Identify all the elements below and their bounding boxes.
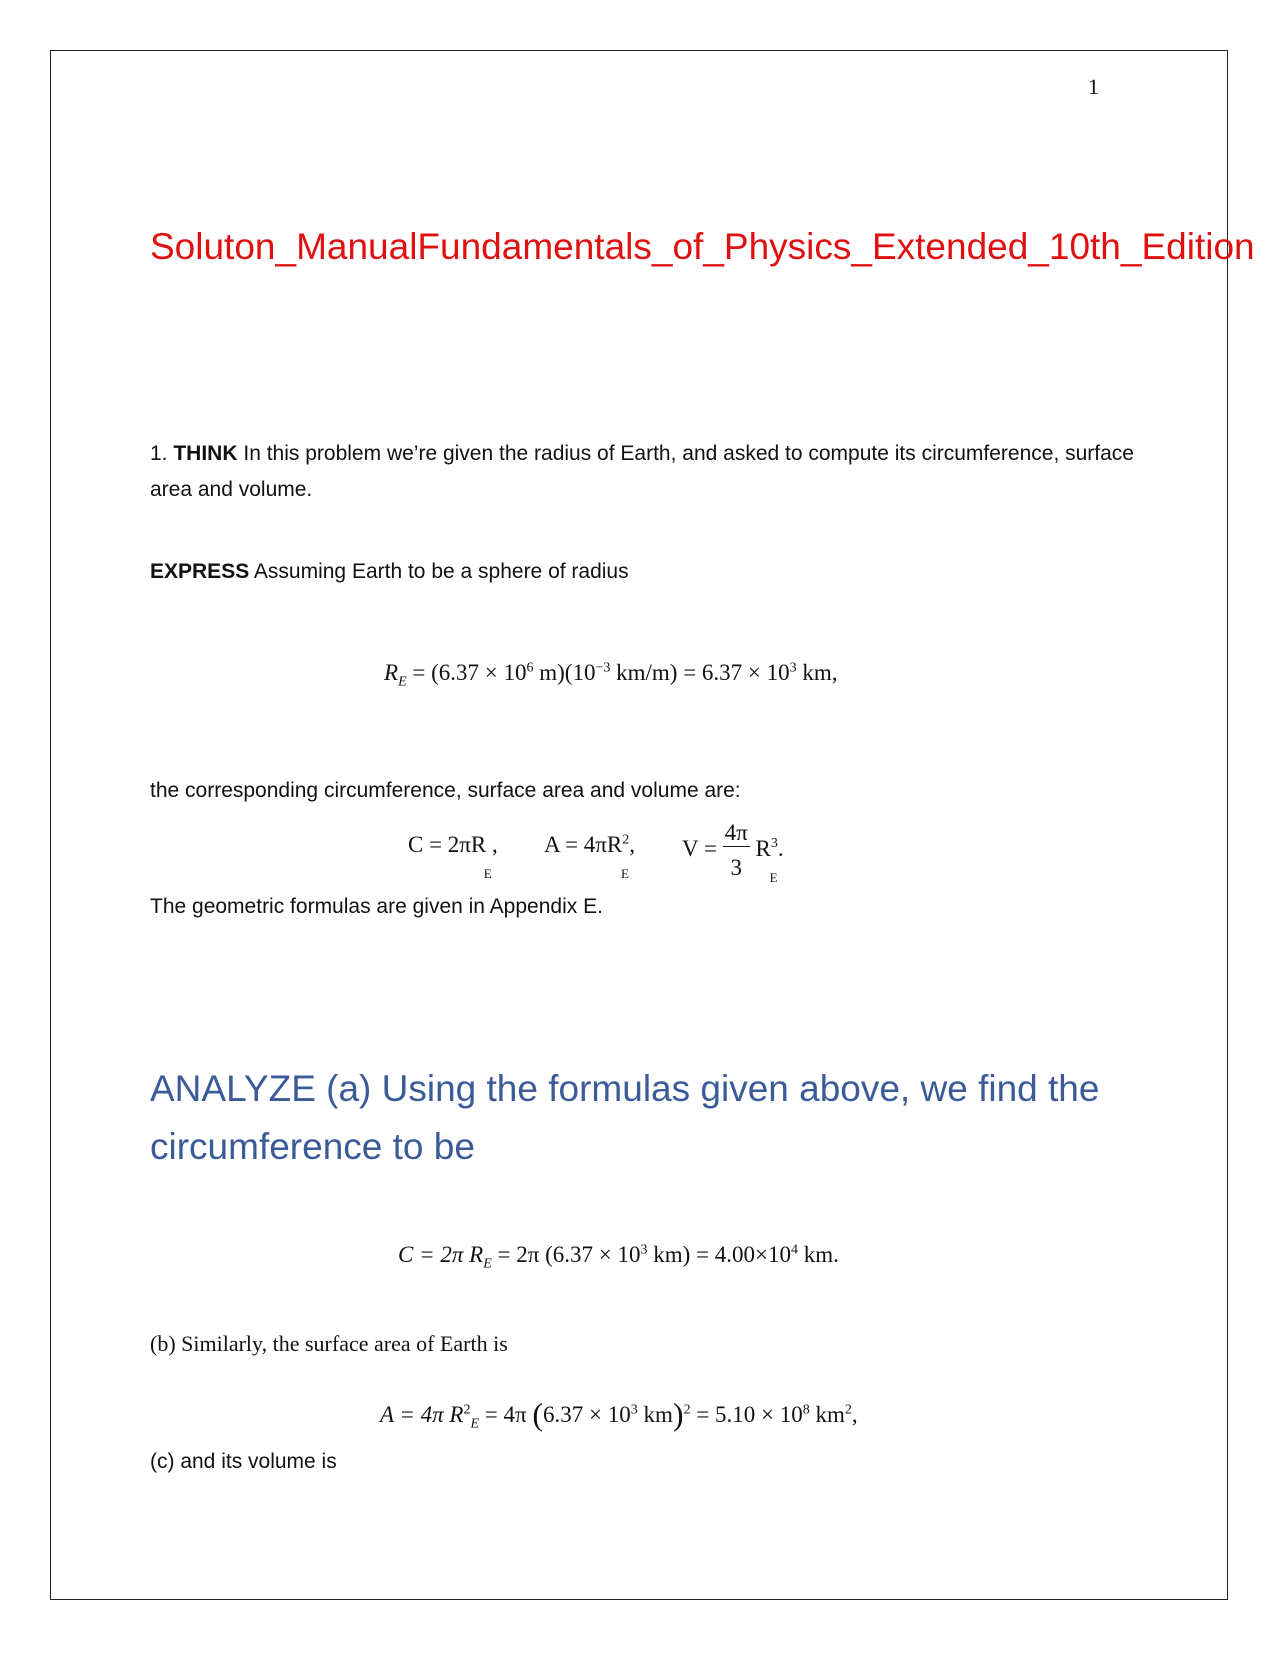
analyze-heading: ANALYZE (a) Using the formulas given above, we find the circumference to be <box>150 1068 1100 1167</box>
circumference-formula <box>408 832 506 881</box>
eq2-a: A = 4πR <box>544 832 623 857</box>
eq1-part4: km, <box>802 660 838 685</box>
eq3-exp1: 3 <box>640 1242 648 1258</box>
express-text: Assuming Earth to be a sphere of radius <box>253 560 629 583</box>
eq4-inner-unit: km <box>643 1402 673 1427</box>
eq2-v-tail: . <box>777 835 784 861</box>
express-paragraph <box>150 554 629 590</box>
eq1-exp3: 3 <box>789 660 797 676</box>
eq2-c-sub: E <box>483 866 492 881</box>
eq4-lhs-sub: E <box>470 1416 480 1432</box>
eq3-lhs: C = 2π R <box>398 1242 484 1267</box>
think-paragraph <box>150 436 1150 508</box>
eq4-rhs-exp: 8 <box>802 1402 810 1418</box>
eq2-v: V = <box>682 835 717 861</box>
eq1-exp1: 6 <box>526 660 534 676</box>
eq2-a-exp: 2 <box>622 832 630 848</box>
eq3-mid2: km) = 4.00×10 <box>653 1242 791 1267</box>
eq3-tail: km. <box>803 1242 839 1267</box>
eq4-rhs: = 5.10 × 10 <box>696 1402 803 1427</box>
eq1-exp2: −3 <box>595 660 611 676</box>
eq4-unit-exp: 2 <box>844 1402 852 1418</box>
radius-equation <box>384 660 838 691</box>
volume-intro: (c) and its volume is <box>150 1450 337 1473</box>
volume-formula <box>682 820 792 885</box>
document-page <box>50 50 1255 1600</box>
eq1-part1: = (6.37 × 10 <box>412 660 527 685</box>
think-keyword: THINK <box>173 442 238 465</box>
circumference-equation <box>398 1242 839 1273</box>
eq2-a-sub: E <box>621 866 629 881</box>
eq3-lhs-sub: E <box>483 1256 492 1272</box>
eq1-lhs: R <box>384 660 399 685</box>
close-paren: ) <box>672 1396 684 1432</box>
eq3-mid: = 2π (6.37 × 10 <box>497 1242 641 1267</box>
eq4-inner: 6.37 × 10 <box>543 1402 631 1427</box>
think-text: In this problem we’re given the radius of Earth, and asked to compute its circumference, surface area and volume. <box>150 442 1134 501</box>
eq1-lhs-sub: E <box>398 674 407 690</box>
eq2-v-exp: 3 <box>770 836 778 852</box>
fraction-numerator: 4π <box>724 820 748 845</box>
fraction-denominator: 3 <box>730 855 742 880</box>
surface-area-equation <box>380 1396 858 1433</box>
page-number: 1 <box>1088 74 1099 99</box>
eq2-v-r: R <box>755 835 771 861</box>
eq2-v-sub: E <box>769 869 778 885</box>
eq4-outer-exp: 2 <box>683 1402 691 1418</box>
volume-fraction <box>723 820 750 881</box>
document-title: Soluton_ManualFundamentals_of_Physics_Extended_10th_Edition <box>150 226 1255 267</box>
problem-number: 1. <box>150 442 168 465</box>
eq1-part2: m)(10 <box>539 660 596 685</box>
eq4-tail: , <box>851 1402 858 1427</box>
eq4-lhs: A = 4π R <box>380 1402 464 1427</box>
formulas-intro: the corresponding circumference, surface area and volume are: <box>150 779 741 802</box>
surface-area-intro: (b) Similarly, the surface area of Earth is <box>150 1331 508 1356</box>
eq1-part3: km/m) = 6.37 × 10 <box>616 660 790 685</box>
eq4-inner-exp: 3 <box>630 1402 638 1418</box>
eq4-lhs-exp: 2 <box>463 1402 471 1418</box>
area-formula <box>544 832 643 881</box>
appendix-note: The geometric formulas are given in Appendix E. <box>150 895 603 918</box>
express-keyword: EXPRESS <box>150 560 250 583</box>
eq3-exp2: 4 <box>790 1242 798 1258</box>
eq4-mid: = 4π <box>484 1402 527 1427</box>
eq2-a-tail: , <box>629 832 636 857</box>
open-paren: ( <box>532 1396 544 1432</box>
eq2-c: C = 2πR , <box>408 832 498 857</box>
eq4-unit: km <box>815 1402 845 1427</box>
